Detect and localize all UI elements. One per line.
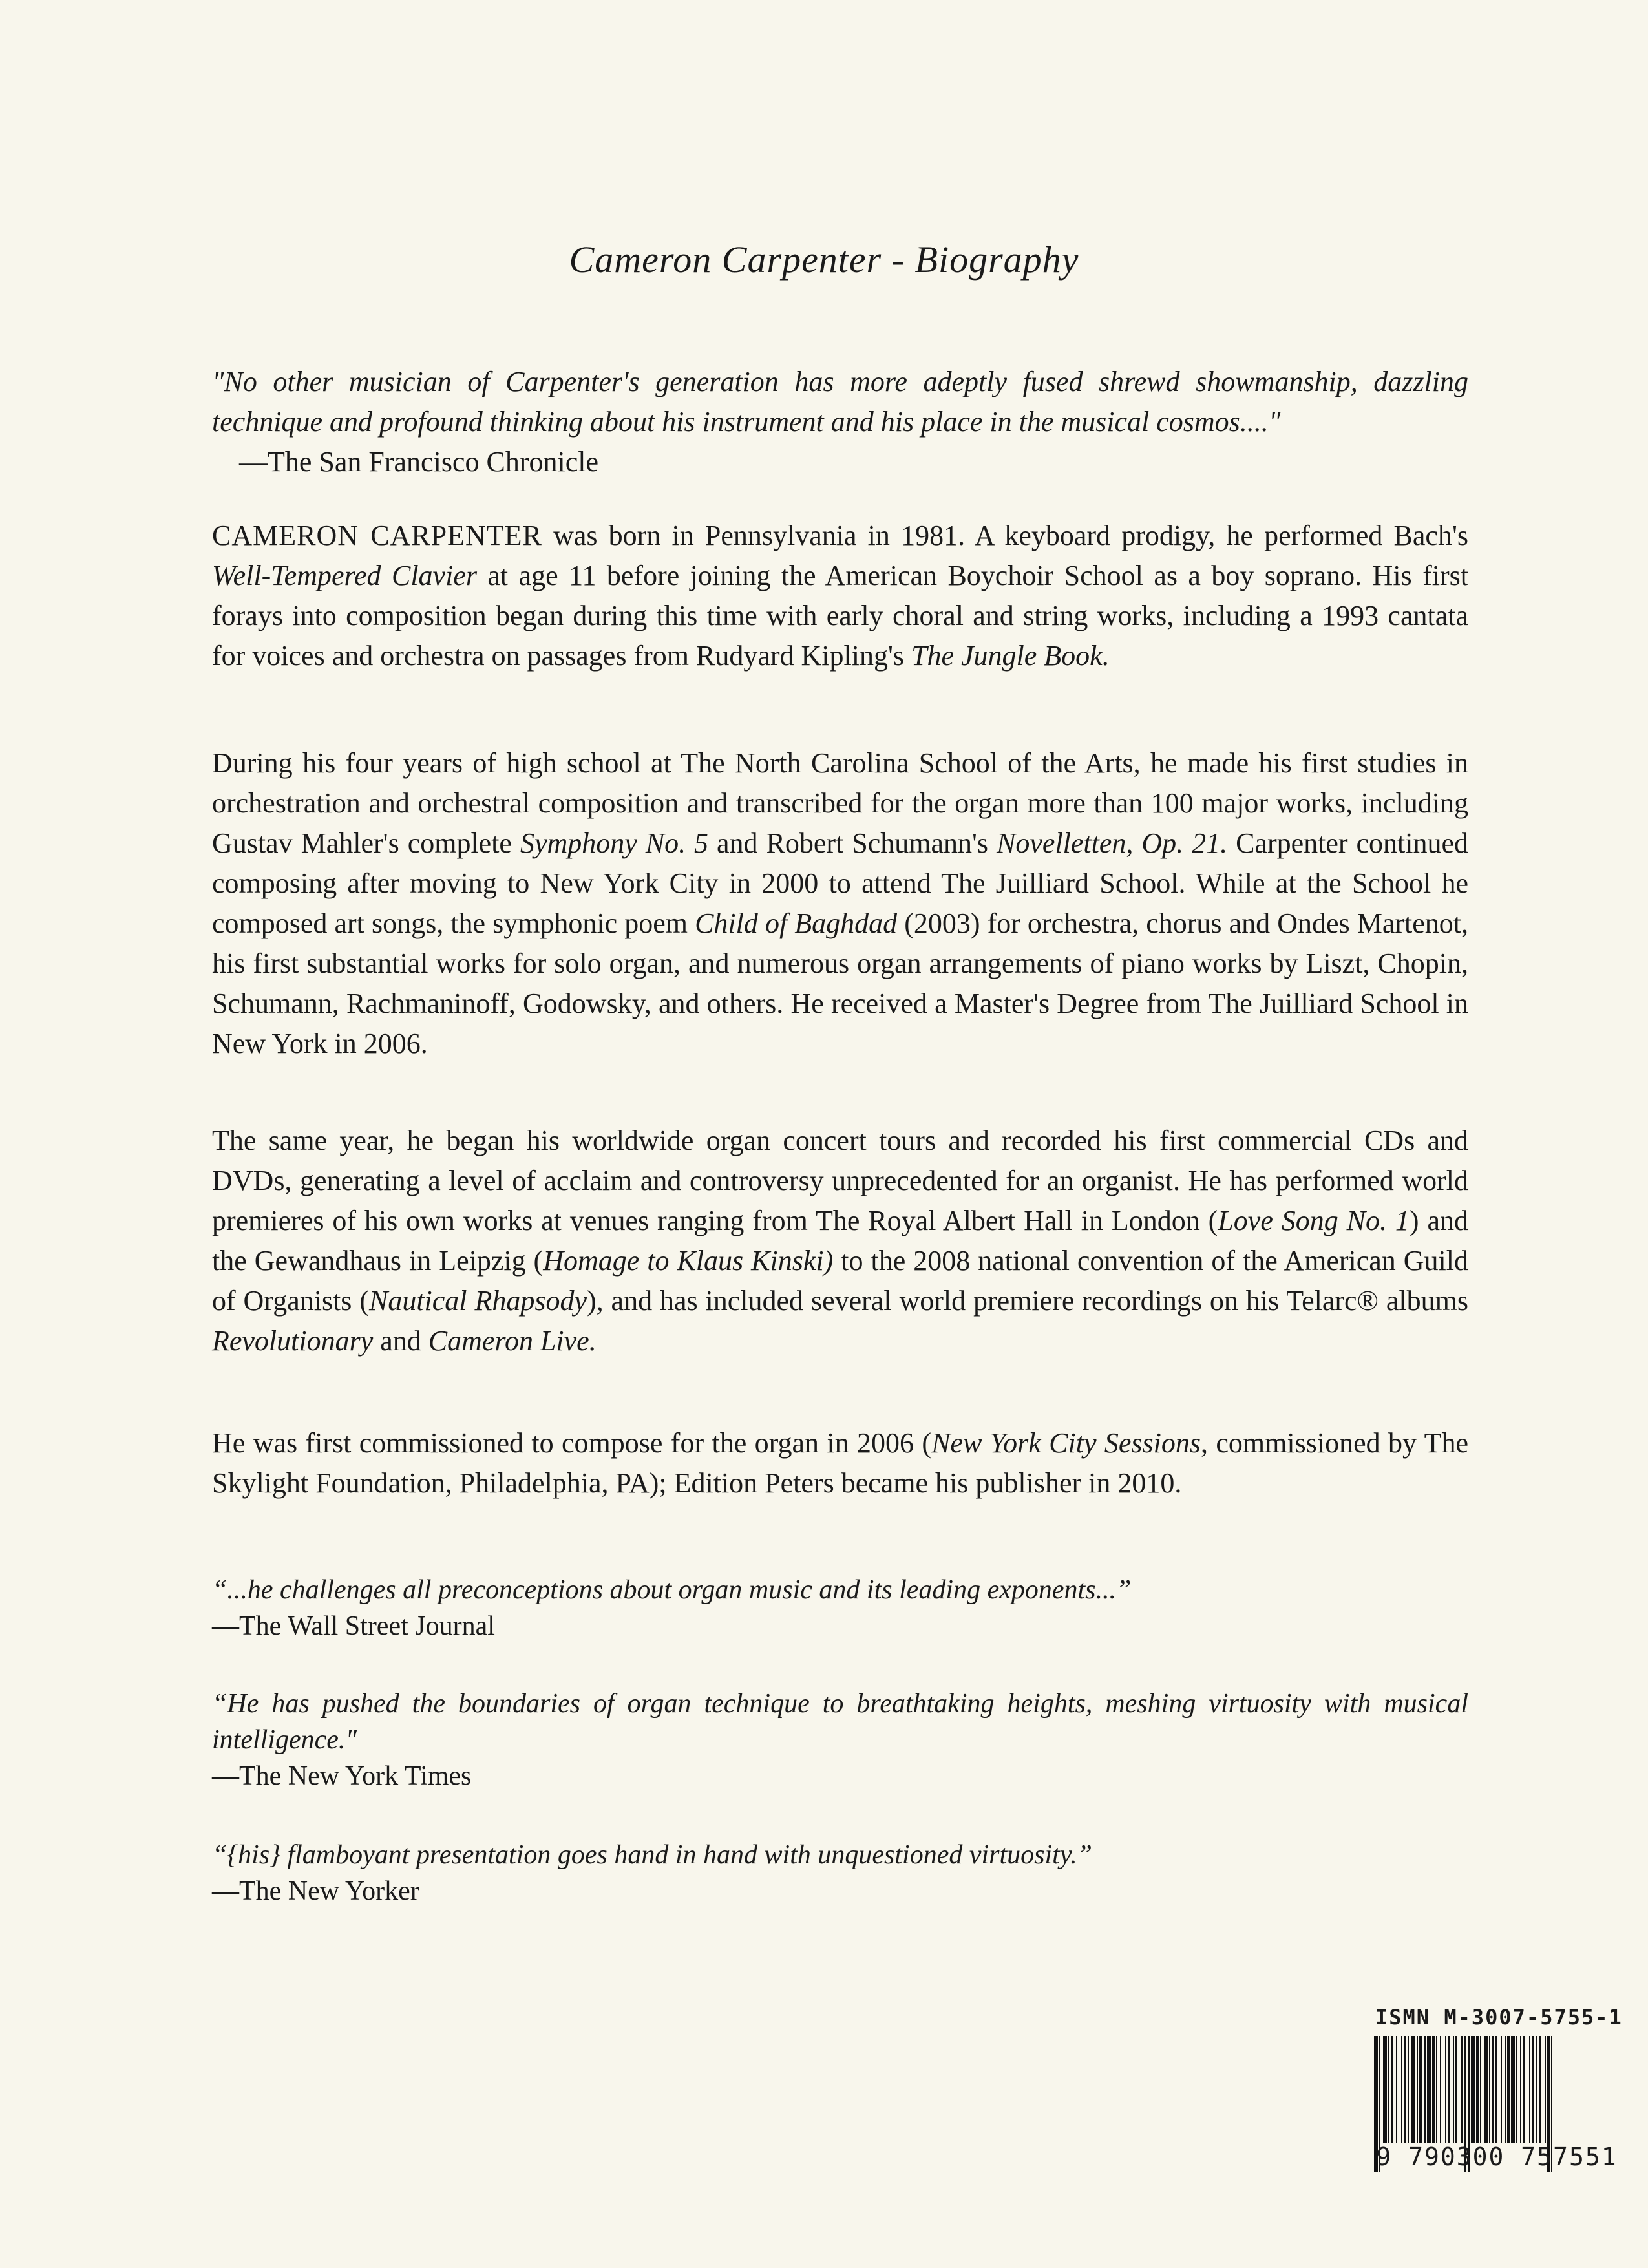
- quote-source: —The New York Times: [212, 1761, 472, 1791]
- barcode-bar: [1511, 2036, 1515, 2143]
- barcode-bar: [1445, 2036, 1446, 2143]
- barcode-bar: [1411, 2036, 1415, 2143]
- barcode-bar: [1396, 2036, 1397, 2143]
- barcode-bar: [1455, 2036, 1457, 2143]
- barcode-bar: [1480, 2036, 1481, 2143]
- barcode-bar: [1492, 2036, 1494, 2143]
- barcode-bar: [1404, 2036, 1406, 2143]
- quote-text: “...he challenges all preconceptions about organ music and its leading exponents...”: [212, 1575, 1132, 1605]
- quote-text: “{his} flamboyant presentation goes hand in hand with unquestioned virtuosity.”: [212, 1840, 1093, 1870]
- quote-wall-street-journal: [212, 1572, 1468, 1644]
- barcode-bar: [1476, 2036, 1479, 2143]
- quote-new-york-times: [212, 1686, 1468, 1794]
- work-title: New York City Sessions: [931, 1427, 1201, 1459]
- quote-source: —The New Yorker: [212, 1876, 419, 1906]
- barcode-bar: [1484, 2036, 1488, 2143]
- barcode-bar: [1419, 2036, 1422, 2143]
- barcode-bar: [1408, 2036, 1409, 2143]
- barcode-bar: [1520, 2036, 1521, 2143]
- barcode-bar: [1471, 2036, 1475, 2143]
- paragraph-text: was born in Pennsylvania in 1981. A keyboard prodigy, he performed Bach's: [542, 520, 1468, 551]
- paragraph-text: During his four years of high school at The North Carolina School of the Arts, he made his first studies in orchestration and orchestral composition and transcribed for the organ more than 100 major works, including Gustav Mahler's complete: [212, 747, 1468, 859]
- bio-paragraph-4: [212, 1423, 1468, 1503]
- work-title: Child of Baghdad: [695, 907, 898, 939]
- quote-text: "No other musician of Carpenter's generation has more adeptly fused shrewd showmanship, dazzling technique and profound thinking about his instrument and his place in the musical cosmos....": [212, 366, 1468, 438]
- artist-name: CAMERON CARPENTER: [212, 520, 542, 551]
- barcode-bar: [1505, 2036, 1506, 2143]
- barcode-bar: [1432, 2036, 1435, 2143]
- ismn-number: ISMN M-3007-5755-1: [1375, 2005, 1623, 2030]
- barcode-bar: [1388, 2036, 1389, 2143]
- barcode-bar: [1536, 2036, 1537, 2143]
- album-title: Cameron Live.: [428, 1325, 597, 1357]
- barcode-bar: [1545, 2036, 1546, 2143]
- work-title: Love Song No. 1: [1218, 1205, 1410, 1236]
- barcode-bar: [1391, 2036, 1393, 2143]
- barcode-bar: [1495, 2036, 1497, 2143]
- barcode-bar: [1401, 2036, 1402, 2143]
- barcode-bar: [1453, 2036, 1454, 2143]
- barcode-bar: [1427, 2036, 1431, 2143]
- paragraph-text: , commissioned by The Skylight Foundation, Philadelphia, PA); Edition Peters became his publisher in 2010.: [212, 1427, 1468, 1499]
- quote-new-yorker: [212, 1837, 1468, 1909]
- barcode-bar: [1507, 2036, 1510, 2143]
- paragraph-text: at age 11 before joining the American Boychoir School as a boy soprano. His first forays into composition began during this time with early choral and string works, including a 1993 cantata for voices and orchestra on passages from Rudyard Kipling's: [212, 560, 1468, 672]
- paragraph-text: (2003) for orchestra, chorus and Ondes Martenot, his first substantial works for solo organ, and numerous organ arrangements of piano works by Liszt, Chopin, Schumann, Rachmaninoff, Godowsky, and others. He received a Master's Degree from The Juilliard School in New York in 2006.: [212, 907, 1468, 1059]
- quote-source: —The Wall Street Journal: [212, 1611, 495, 1641]
- bio-paragraph-1: [212, 516, 1468, 676]
- paragraph-text: ) and the Gewandhaus in Leipzig (: [212, 1205, 1468, 1277]
- barcode-bar: [1489, 2036, 1490, 2143]
- barcode-bar: [1448, 2036, 1450, 2143]
- paragraph-text: and: [373, 1325, 428, 1357]
- paragraph-text: and Robert Schumann's: [708, 827, 997, 859]
- work-title: Symphony No. 5: [520, 827, 709, 859]
- quote-text: “He has pushed the boundaries of organ technique to breathtaking heights, meshing virtuosity with musical intelligence.": [212, 1689, 1468, 1755]
- paragraph-text: Carpenter continued composing after moving to New York City in 2000 to attend The Juilliard School. While at the School he composed art songs, the symphonic poem: [212, 827, 1469, 939]
- page-title: Cameron Carpenter - Biography: [569, 238, 1079, 281]
- barcode-bar: [1440, 2036, 1441, 2143]
- bio-paragraph-2: [212, 743, 1468, 1064]
- bio-paragraph-3: [212, 1121, 1468, 1361]
- work-title: Nautical Rhapsody: [368, 1285, 587, 1317]
- album-title: Revolutionary: [212, 1325, 374, 1357]
- barcode-bar: [1424, 2036, 1426, 2143]
- barcode-bar: [1529, 2036, 1530, 2143]
- paragraph-text: The same year, he began his worldwide organ concert tours and recorded his first commercial CDs and DVDs, generating a level of acclaim and controversy unprecedented for an organist. He has performed world premieres of his own works at venues ranging from The Royal Albert Hall in London (: [212, 1125, 1468, 1236]
- barcode-bar: [1436, 2036, 1437, 2143]
- barcode-bar: [1417, 2036, 1418, 2143]
- quote-source: —The San Francisco Chronicle: [239, 446, 598, 478]
- barcode-bar: [1461, 2036, 1463, 2143]
- work-title: Well-Tempered Clavier: [212, 560, 477, 591]
- barcode-bar: [1523, 2036, 1525, 2143]
- barcode-bar: [1383, 2036, 1387, 2143]
- barcode-bar: [1532, 2036, 1534, 2143]
- work-title: The Jungle Book.: [911, 640, 1110, 672]
- work-title: Novelletten, Op. 21.: [997, 827, 1228, 859]
- barcode-digits: 9 790300 757551: [1376, 2143, 1618, 2171]
- barcode-bar: [1516, 2036, 1517, 2143]
- paragraph-text: He was first commissioned to compose for the organ in 2006 (: [212, 1427, 932, 1459]
- quote-san-francisco-chronicle: [212, 362, 1468, 482]
- paragraph-text: to the 2008 national convention of the American Guild of Organists (: [212, 1245, 1469, 1317]
- paragraph-text: ), and has included several world premiere recordings on his Telarc® albums: [586, 1285, 1468, 1317]
- work-title: Homage to Klaus Kinski): [543, 1245, 834, 1277]
- barcode-bar: [1501, 2036, 1502, 2143]
- barcode-bar: [1539, 2036, 1541, 2143]
